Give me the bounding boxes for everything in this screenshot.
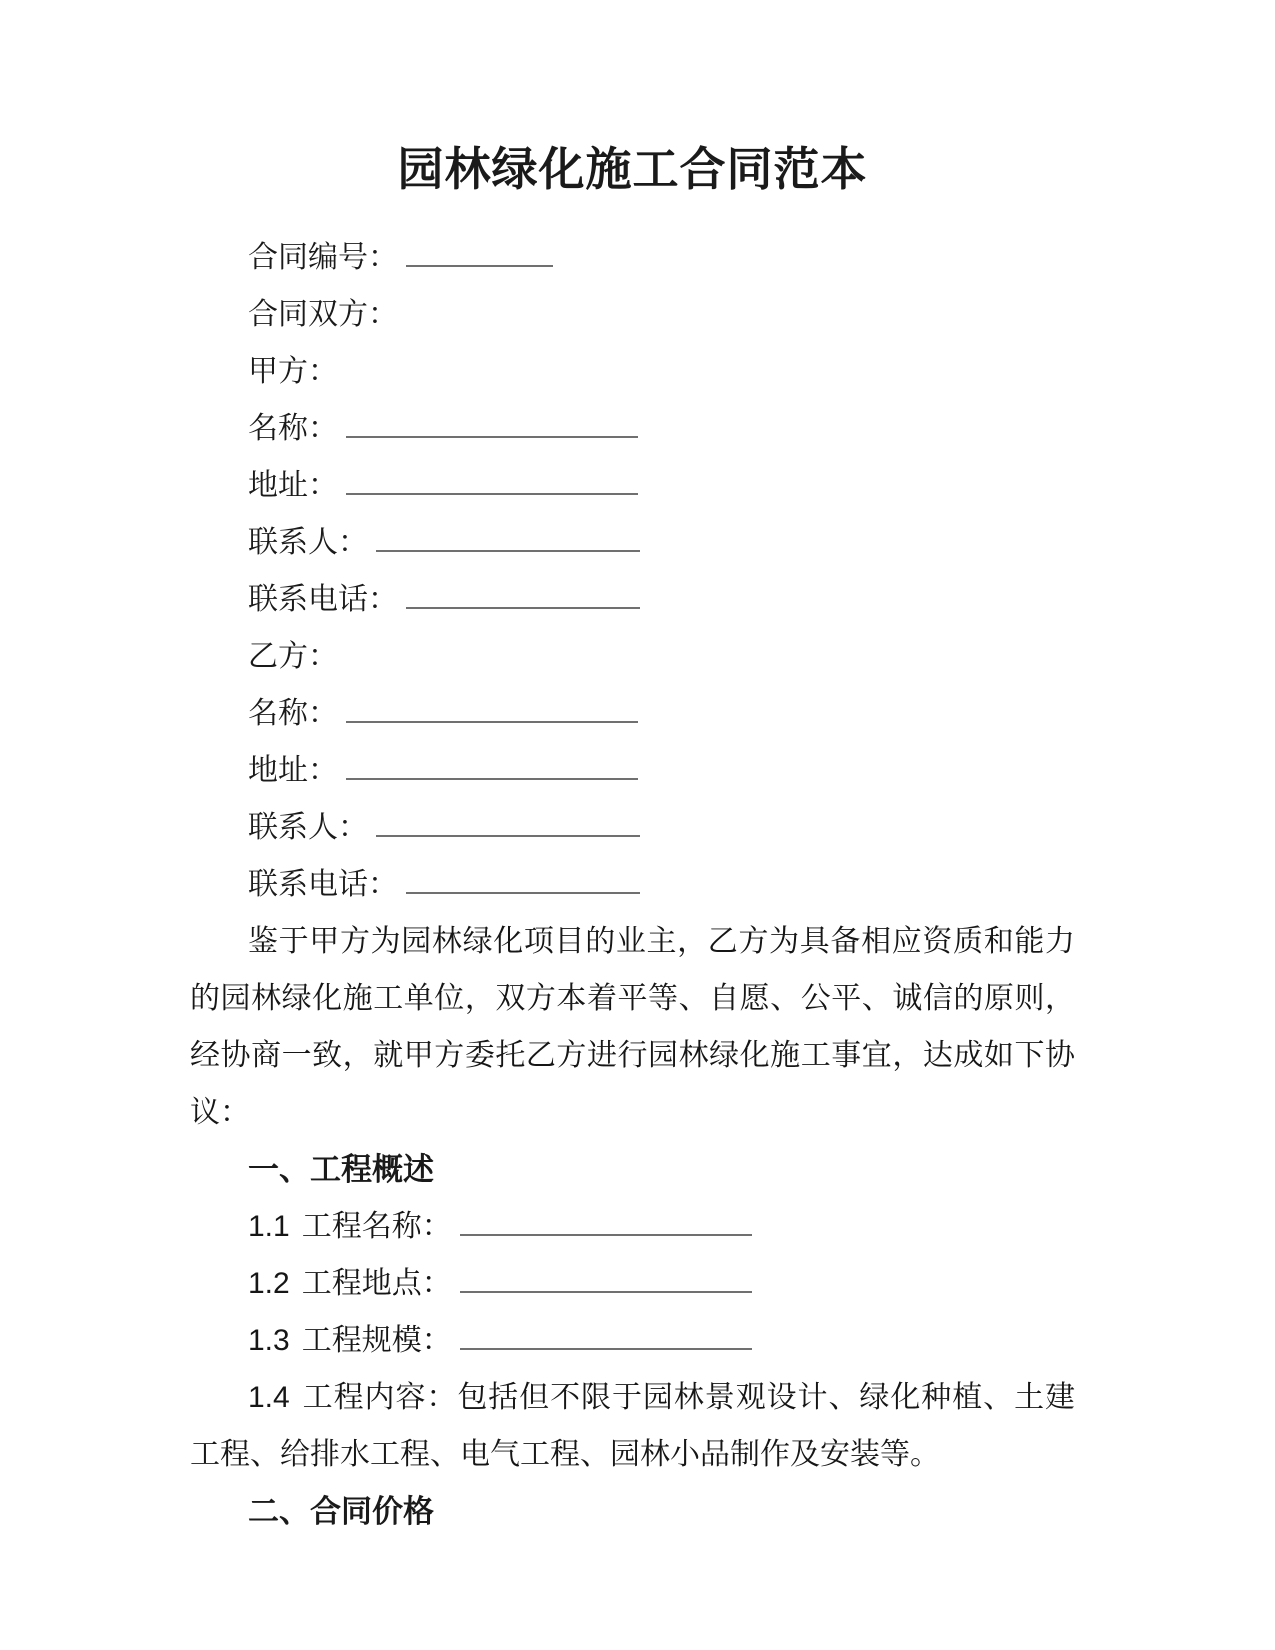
party-a-address-blank [346, 462, 638, 496]
party-a-name-label: 名称： [248, 412, 338, 445]
party-a-name-row [190, 400, 1075, 457]
item-1-3-blank [460, 1317, 752, 1351]
party-b-address-blank [346, 747, 638, 781]
contract-number-blank [406, 234, 553, 268]
item-1-4-number: 1.4 [248, 1381, 290, 1414]
party-a-contact-label: 联系人： [248, 526, 368, 559]
party-b-phone-label: 联系电话： [248, 868, 398, 901]
document-content [190, 0, 1075, 1540]
contract-parties-row [190, 286, 1075, 343]
party-a-heading: 甲方： [248, 355, 338, 388]
item-1-3-row [190, 1312, 1075, 1369]
party-a-name-blank [346, 405, 638, 439]
document-title: 园林绿化施工合同范本 [397, 144, 868, 195]
party-b-phone-blank [406, 861, 640, 895]
contract-number-label: 合同编号： [248, 241, 398, 274]
party-b-heading: 乙方： [248, 640, 338, 673]
item-1-1-number: 1.1 [248, 1210, 290, 1243]
item-1-4-paragraph [190, 1369, 1075, 1483]
item-1-2-label: 工程地点： [301, 1267, 452, 1300]
party-b-address-row [190, 742, 1075, 799]
preamble-paragraph: 鉴于甲方为园林绿化项目的业主，乙方为具备相应资质和能力的园林绿化施工单位，双方本着平等、自愿、公平、诚信的原则，经协商一致，就甲方委托乙方进行园林绿化施工事宜，达成如下协议： [190, 925, 1075, 1129]
party-a-phone-row [190, 571, 1075, 628]
item-1-2-number: 1.2 [248, 1267, 290, 1300]
item-1-3-label: 工程规模： [301, 1324, 452, 1357]
party-b-phone-row [190, 856, 1075, 913]
contract-number-row [190, 229, 1075, 286]
party-b-heading-row [190, 628, 1075, 685]
party-b-contact-blank [376, 804, 640, 838]
party-b-contact-row [190, 799, 1075, 856]
party-a-phone-blank [406, 576, 640, 610]
party-b-name-label: 名称： [248, 697, 338, 730]
contract-parties-label: 合同双方： [248, 298, 398, 331]
item-1-1-blank [460, 1203, 752, 1237]
party-a-contact-blank [376, 519, 640, 553]
party-b-contact-label: 联系人： [248, 811, 368, 844]
item-1-1-row [190, 1198, 1075, 1255]
party-a-heading-row [190, 343, 1075, 400]
item-1-4-label: 工程内容： [301, 1381, 458, 1414]
item-1-3-number: 1.3 [248, 1324, 290, 1357]
party-b-address-label: 地址： [248, 754, 338, 787]
section-1-heading: 一、工程概述 [248, 1152, 434, 1187]
item-1-2-row [190, 1255, 1075, 1312]
party-b-name-row [190, 685, 1075, 742]
item-1-1-label: 工程名称： [301, 1210, 452, 1243]
party-a-address-label: 地址： [248, 469, 338, 502]
item-1-2-blank [460, 1260, 752, 1294]
item-1-4-text: 包括但不限于园林景观设计、绿化种植、土建工程、给排水工程、电气工程、园林小品制作及安装等。 [190, 1381, 1076, 1471]
party-a-address-row [190, 457, 1075, 514]
section-2-heading: 二、合同价格 [248, 1494, 434, 1529]
party-b-name-blank [346, 690, 638, 724]
party-a-phone-label: 联系电话： [248, 583, 398, 616]
party-a-contact-row [190, 514, 1075, 571]
